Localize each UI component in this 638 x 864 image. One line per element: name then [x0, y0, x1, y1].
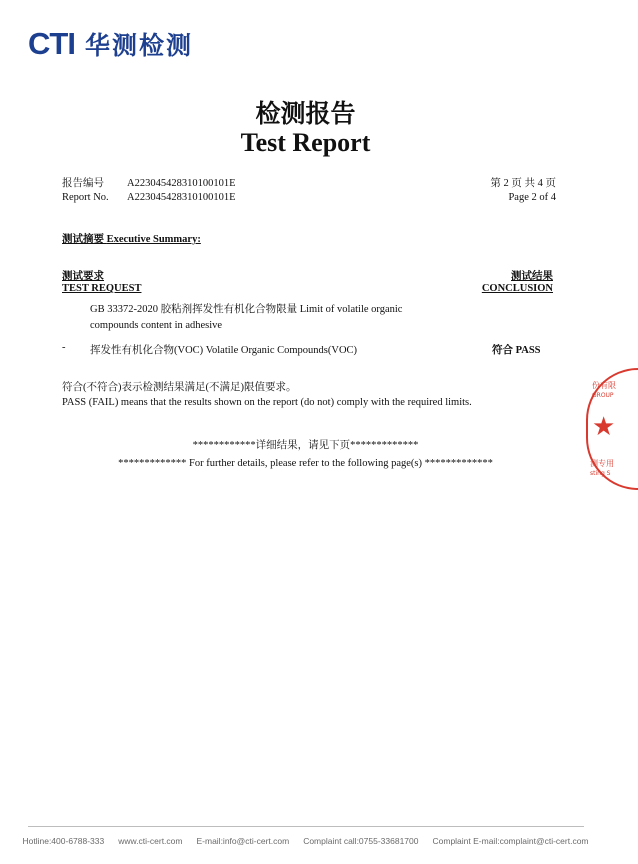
- report-no-label-en: Report No.: [62, 192, 109, 203]
- item-bullet: -: [62, 342, 66, 353]
- test-item-result: 符合 PASS: [492, 345, 541, 356]
- col-conclusion-cn: 测试结果: [511, 271, 553, 282]
- footer: [0, 836, 611, 846]
- note-cn: 符合(不符合)表示检测结果满足(不满足)限值要求。: [62, 382, 297, 393]
- summary-heading-cn: 测试摘要: [62, 234, 104, 245]
- footer-complaint-email[interactable]: Complaint E-mail:complaint@cti-cert.com: [432, 836, 589, 846]
- logo-latin-text: CTI: [28, 26, 75, 61]
- standard-line-1: GB 33372-2020 胶粘剂挥发性有机化合物限量 Limit of volatile organic: [90, 304, 403, 315]
- further-details-cn: ************详细结果，请见下页*************: [192, 440, 419, 451]
- stamp-text-2: GROUP: [592, 392, 614, 399]
- stamp-text-1: 份有限: [592, 381, 616, 390]
- page-info-en: Page 2 of 4: [508, 192, 556, 203]
- col-request-cn: 测试要求: [62, 271, 104, 282]
- stamp-star-icon: ★: [592, 412, 616, 441]
- standard-line-2: compounds content in adhesive: [90, 320, 223, 331]
- company-logo: [28, 22, 193, 66]
- report-no-value-en: A223045428310100101E: [127, 192, 236, 203]
- footer-hotline: Hotline:400-6788-333: [22, 836, 105, 846]
- stamp-text-3: 测专用: [590, 459, 614, 468]
- report-title-english: Test Report: [240, 128, 371, 157]
- report-no-label-cn: 报告编号: [62, 178, 104, 189]
- stamp-text-4: sting S: [590, 470, 611, 477]
- footer-website[interactable]: www.cti-cert.com: [118, 836, 183, 846]
- report-title-chinese: 检测报告: [255, 99, 356, 128]
- footer-email[interactable]: E-mail:info@cti-cert.com: [196, 836, 290, 846]
- summary-heading: [62, 231, 201, 246]
- col-conclusion-en: CONCLUSION: [481, 283, 553, 294]
- col-request-en: TEST REQUEST: [62, 283, 142, 294]
- summary-heading-en: Executive Summary:: [106, 234, 201, 245]
- company-seal-stamp: [586, 368, 638, 490]
- footer-complaint-call: Complaint call:0755-33681700: [303, 836, 419, 846]
- report-no-value: A223045428310100101E: [127, 178, 236, 189]
- page-info-cn: 第 2 页 共 4 页: [490, 178, 556, 189]
- test-item-voc: 挥发性有机化合物(VOC) Volatile Organic Compounds(VOC): [90, 345, 358, 356]
- further-details-en: ************* For further details, please refer to the following page(s) *************: [118, 458, 493, 469]
- note-en: PASS (FAIL) means that the results shown on the report (do not) comply with the required limits.: [62, 397, 472, 408]
- logo-chinese-text: 华测检测: [84, 31, 193, 60]
- footer-divider: [28, 826, 584, 827]
